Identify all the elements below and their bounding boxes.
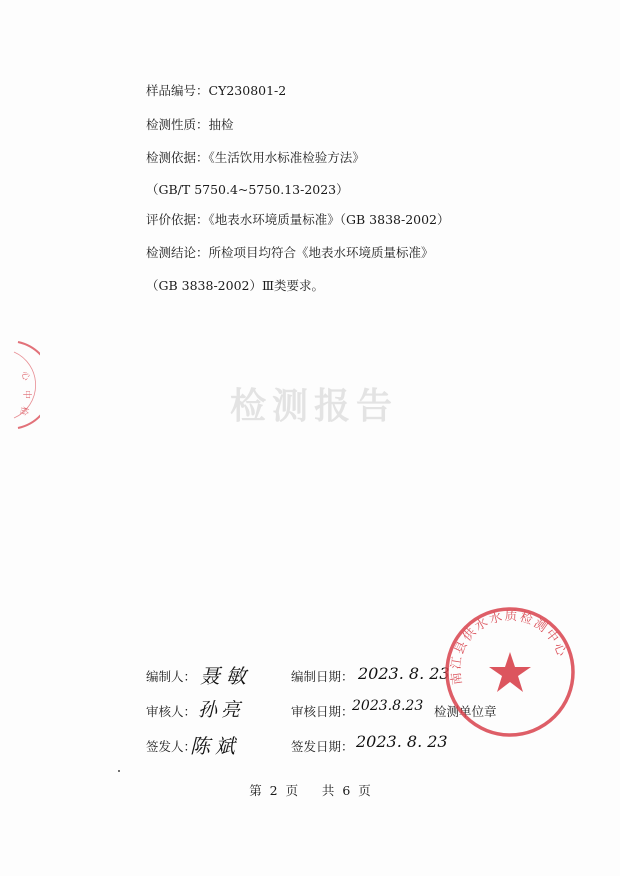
conclusion-line: 检测结论：所检项目均符合《地表水环境质量标准》 [146,245,434,260]
seal-text: 南江县供水水质检测中心 [447,607,571,686]
official-seal-icon [440,602,580,742]
stray-mark [118,770,120,772]
compiler-signature: 聂敏 [200,664,252,688]
compile-date-label: 编制日期： [291,669,354,684]
svg-text:中: 中 [21,390,31,400]
review-date: 2023.8.23 [352,698,424,714]
test-nature-line: 检测性质：抽检 [146,117,234,132]
svg-text:检: 检 [17,405,29,417]
test-basis-standard-line: （GB/T 5750.4~5750.13-2023） [146,182,349,197]
issue-date: 2023. 8. 23 [356,732,448,751]
svg-text:心: 心 [19,370,31,382]
page-footer: 第 2 页 共 6 页 [249,783,371,798]
evaluation-basis-line: 评价依据：《地表水环境质量标准》（GB 3838-2002） [146,212,450,227]
partial-seal-icon [0,340,40,430]
sample-number-line: 样品编号：CY230801-2 [146,83,287,98]
compiler-label: 编制人： [146,669,197,684]
reviewer-signature: 孙亮 [198,699,245,721]
review-date-label: 审核日期： [291,704,354,719]
issue-date-label: 签发日期： [291,739,354,754]
reviewer-label: 审核人： [146,704,197,719]
unit-stamp-label: 检测单位章 [434,704,497,719]
conclusion-continued-line: （GB 3838-2002）Ⅲ类要求。 [146,278,325,293]
test-basis-line: 检测依据：《生活饮用水标准检验方法》 [146,150,365,165]
compile-date: 2023. 8. 23 [358,664,450,683]
faded-background-title: 检测报告 [230,386,399,427]
issuer-signature: 陈斌 [190,734,240,758]
issuer-label: 签发人： [146,739,197,754]
